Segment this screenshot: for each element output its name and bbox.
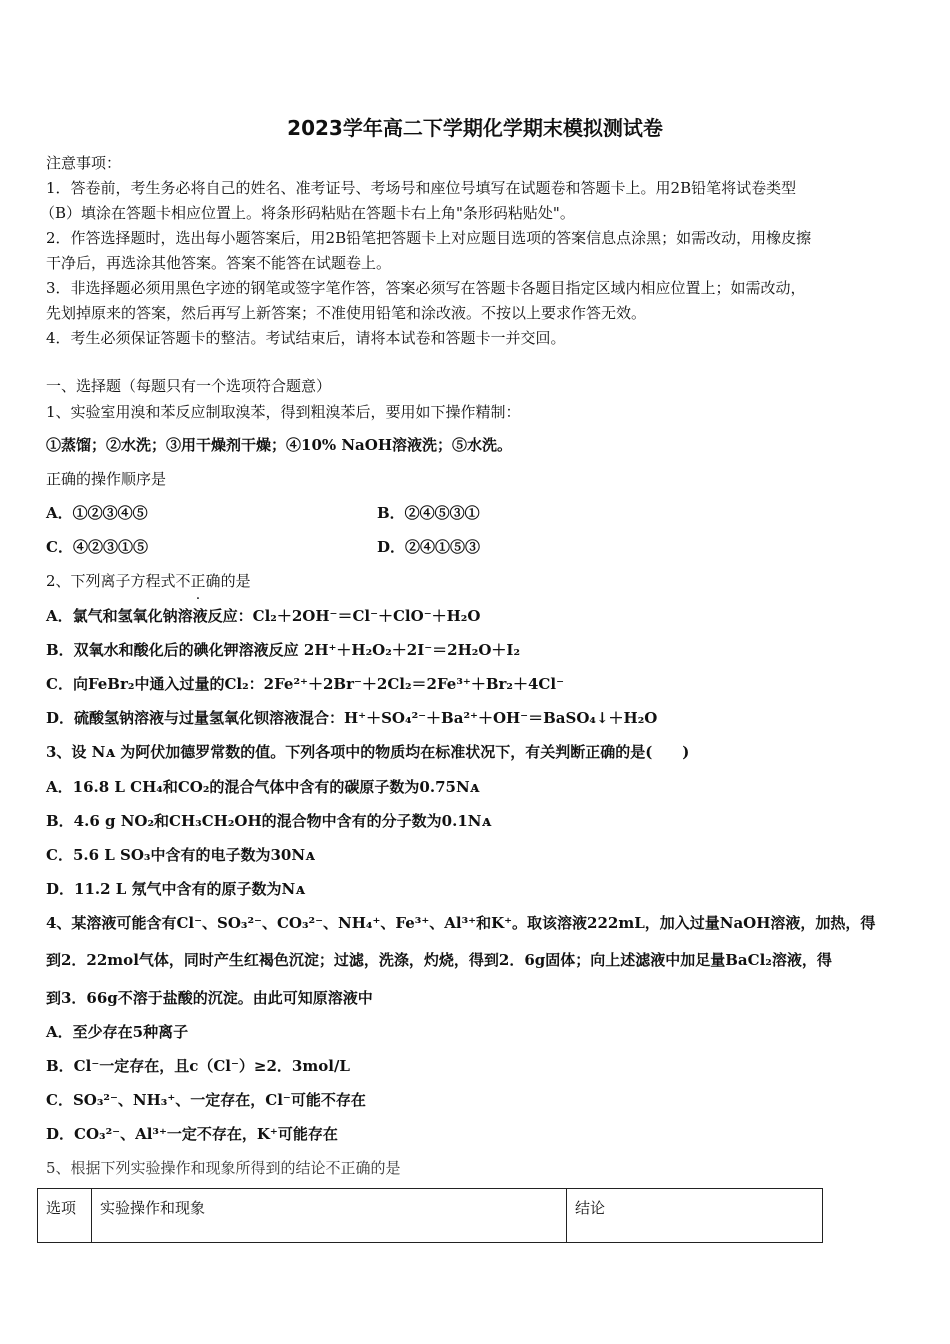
q2-stem-pre: 2、下列离子方程式 [46,572,176,590]
q3-option-d: D．11.2 L 氖气中含有的原子数为Nᴀ [46,880,305,898]
q2-stem [46,570,251,592]
q5-table [37,1188,823,1243]
notice-line: 1．答卷前，考生务必将自己的姓名、准考证号、考场号和座位号填写在试题卷和答题卡上。用2B铅笔将试卷类型 [46,179,797,197]
notice-line: 干净后，再选涂其他答案。答案不能答在试题卷上。 [46,254,392,272]
q4-option-b: B．Cl⁻一定存在，且c（Cl⁻）≥2．3mol/L [46,1057,350,1075]
q2-option-a: A．氯气和氢氧化钠溶液反应：Cl₂＋2OH⁻＝Cl⁻＋ClO⁻＋H₂O [46,607,481,625]
q3-stem: 3、设 Nᴀ 为阿伏加德罗常数的值。下列各项中的物质均在标准状况下，有关判断正确的是( ) [46,743,690,761]
q4-stem-line: 到2．22mol气体，同时产生红褐色沉淀；过滤，洗涤，灼烧，得到2．6g固体；向上述滤液中加足量BaCl₂溶液，得 [46,951,832,969]
q1-option-d: D．②④①⑤③ [377,538,481,556]
q2-option-d: D．硫酸氢钠溶液与过量氢氧化钡溶液混合：H⁺＋SO₄²⁻＋Ba²⁺＋OH⁻＝BaSO₄↓＋H₂O [46,709,658,727]
q2-option-b: B．双氧水和酸化后的碘化钾溶液反应 2H⁺＋H₂O₂＋2I⁻＝2H₂O＋I₂ [46,641,521,659]
table-header-cell: 实验操作和现象 [92,1189,567,1243]
table-header-row [38,1189,823,1243]
table-header-cell: 选项 [38,1189,92,1243]
notice-line: 先划掉原来的答案，然后再写上新答案；不准使用铅笔和涂改液。不按以上要求作答无效。 [46,304,647,322]
section-heading: 一、选择题（每题只有一个选项符合题意） [46,377,332,395]
q1-stem: 1、实验室用溴和苯反应制取溴苯，得到粗溴苯后，要用如下操作精制： [46,403,521,421]
notice-line: 3．非选择题必须用黑色字迹的钢笔或签字笔作答，答案必须写在答题卡各题目指定区域内相应位置上；如需改动， [46,279,806,297]
q1-ask: 正确的操作顺序是 [46,470,167,488]
q3-option-c: C．5.6 L SO₃中含有的电子数为30Nᴀ [46,846,315,864]
q4-option-a: A．至少存在5种离子 [46,1023,189,1041]
notice-line: （B）填涂在答题卡相应位置上。将条形码粘贴在答题卡右上角"条形码粘贴处"。 [40,204,575,222]
notice-heading: 注意事项： [46,154,122,172]
q2-option-c: C．向FeBr₂中通入过量的Cl₂：2Fe²⁺＋2Br⁻＋2Cl₂＝2Fe³⁺＋Br₂＋4Cl⁻ [46,675,564,693]
q2-stem-emphasis: 不正确 [175,572,221,590]
q3-option-b: B．4.6 g NO₂和CH₃CH₂OH的混合物中含有的分子数为0.1Nᴀ [46,812,492,830]
q1-option-a: A．①②③④⑤ [46,504,148,522]
notice-line: 2．作答选择题时，选出每小题答案后，用2B铅笔把答题卡上对应题目选项的答案信息点涂黑；如需改动，用橡皮擦 [46,229,812,247]
q4-stem-line: 到3．66g不溶于盐酸的沉淀。由此可知原溶液中 [46,989,373,1007]
q1-operations: ①蒸馏；②水洗；③用干燥剂干燥；④10% NaOH溶液洗；⑤水洗。 [46,436,513,454]
q2-stem-post: 的是 [220,572,251,590]
q1-option-c: C．④②③①⑤ [46,538,148,556]
notice-line: 4．考生必须保证答题卡的整洁。考试结束后，请将本试卷和答题卡一并交回。 [46,329,566,347]
table-header-cell: 结论 [567,1189,823,1243]
q3-option-a: A．16.8 L CH₄和CO₂的混合气体中含有的碳原子数为0.75Nᴀ [46,778,480,796]
q5-stem: 5、根据下列实验操作和现象所得到的结论不正确的是 [46,1159,401,1177]
q4-option-c: C．SO₃²⁻、NH₃⁺、一定存在，Cl⁻可能不存在 [46,1091,366,1109]
q4-stem-line: 4、某溶液可能含有Cl⁻、SO₃²⁻、CO₃²⁻、NH₄⁺、Fe³⁺、Al³⁺和K⁺。取该溶液222mL，加入过量NaOH溶液，加热，得 [46,914,876,932]
q4-option-d: D．CO₃²⁻、Al³⁺一定不存在，K⁺可能存在 [46,1125,338,1143]
page-title: 2023学年高二下学期化学期末模拟测试卷 [287,116,663,140]
q1-option-b: B．②④⑤③① [377,504,480,522]
